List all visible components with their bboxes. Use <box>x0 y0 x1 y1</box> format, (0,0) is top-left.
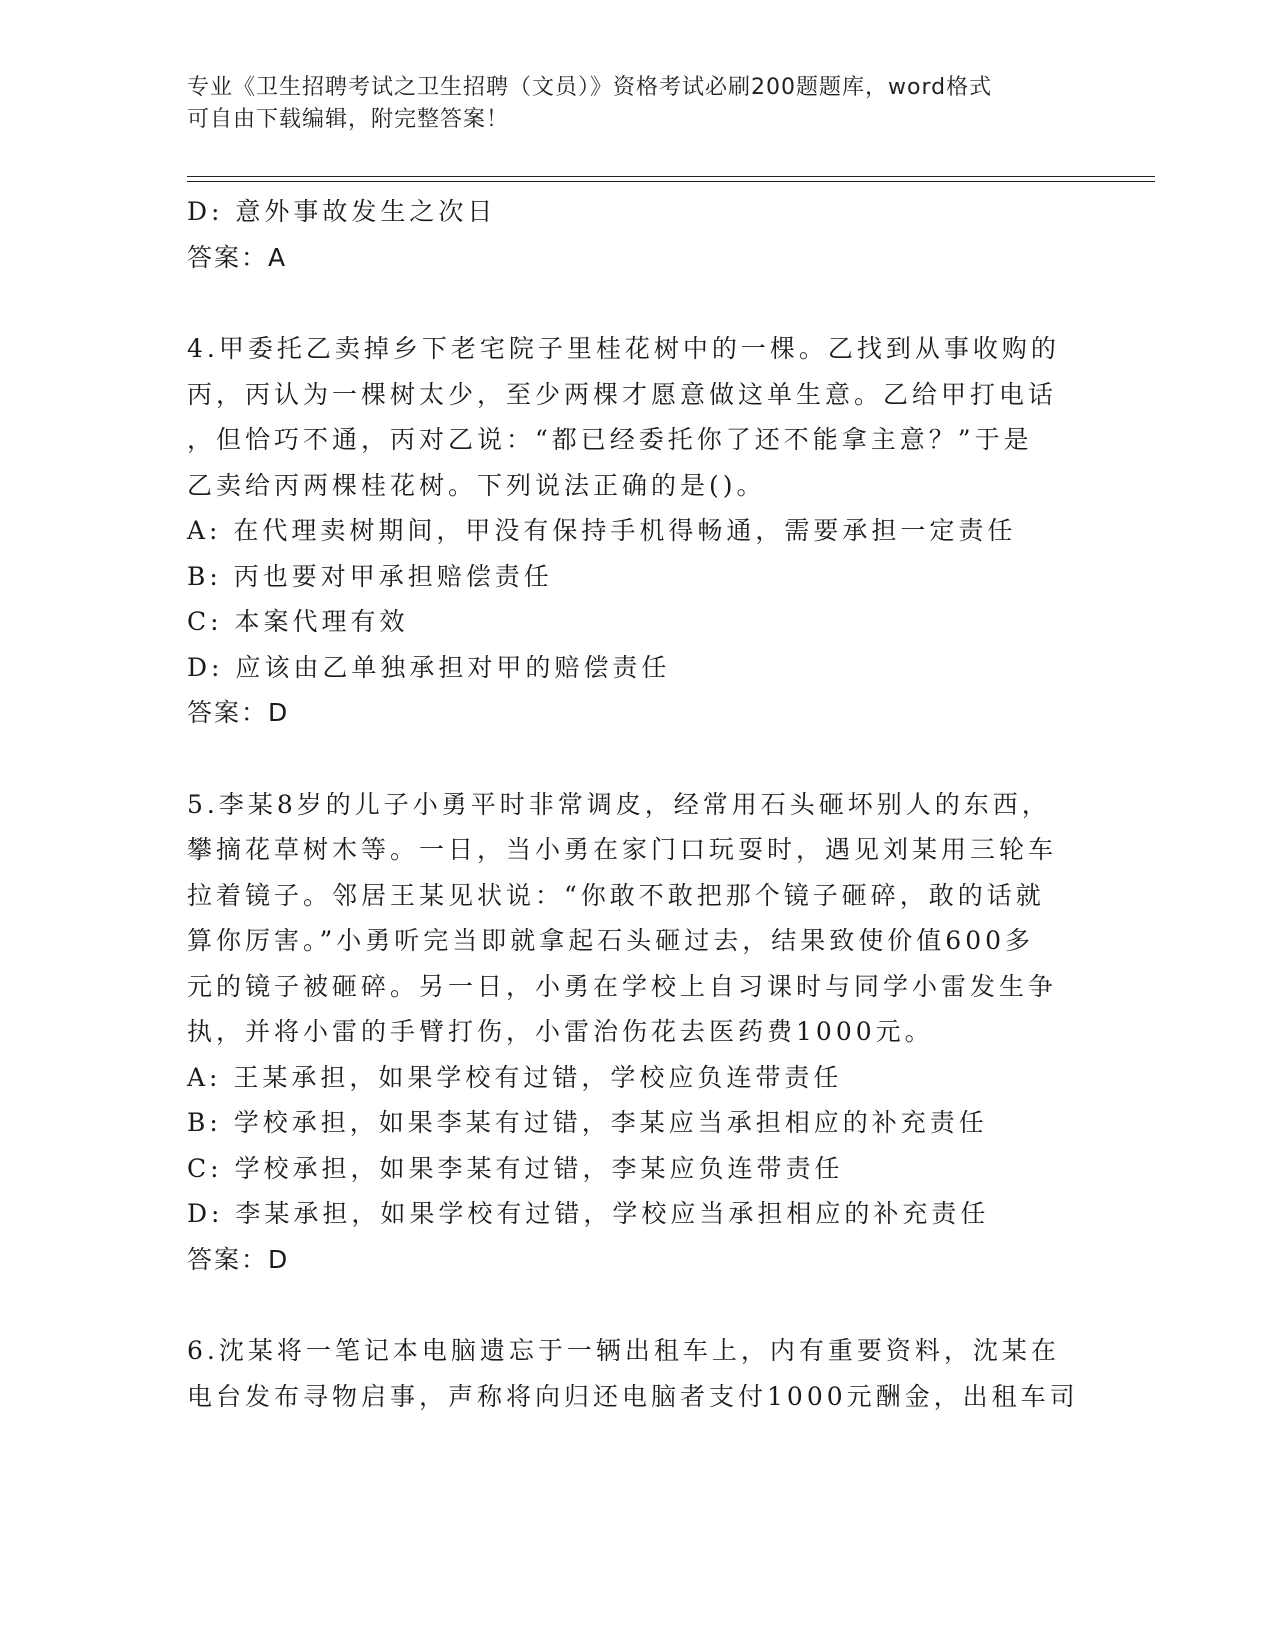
answer-line: 答案：A <box>187 242 288 272</box>
option-a: A: 王某承担，如果学校有过错，学校应负连带责任 <box>187 1062 843 1092</box>
question-text-line: 电台发布寻物启事，声称将向归还电脑者支付1000元酬金，出租车司 <box>187 1381 1079 1411</box>
question-6 <box>187 1328 1087 1419</box>
option-c: C: 本案代理有效 <box>187 607 409 636</box>
option-d: D: 意外事故发生之次日 <box>187 197 497 226</box>
header-line-2: 可自由下载编辑，附完整答案！ <box>187 107 510 132</box>
spacer <box>187 280 1087 326</box>
question-text-line: 算你厉害。”小勇听完当即就拿起石头砸过去，结果致使价值600多 <box>187 926 1035 955</box>
question-text-line: 4.甲委托乙卖掉乡下老宅院子里桂花树中的一棵。乙找到从事收购的 <box>187 334 1060 363</box>
option-c: C: 学校承担，如果李某有过错，李某应负连带责任 <box>187 1153 844 1183</box>
spacer <box>187 1282 1087 1328</box>
answer-line: 答案：D <box>187 1244 290 1274</box>
document-header <box>187 72 1087 136</box>
option-b: B: 丙也要对甲承担赔偿责任 <box>187 561 553 591</box>
document-body <box>187 189 1087 1419</box>
question-text-line: 5.李某8岁的儿子小勇平时非常调皮，经常用石头砸坏别人的东西， <box>187 789 1051 819</box>
option-d: D: 应该由乙单独承担对甲的赔偿责任 <box>187 652 671 682</box>
option-d: D: 李某承担，如果学校有过错，学校应当承担相应的补充责任 <box>187 1199 990 1228</box>
question-text-line: 攀摘花草树木等。一日，当小勇在家门口玩耍时，遇见刘某用三轮车 <box>187 835 1058 864</box>
header-divider-bottom <box>187 181 1155 182</box>
question-text-line: 丙，丙认为一棵树太少，至少两棵才愿意做这单生意。乙给甲打电话 <box>187 379 1058 409</box>
spacer <box>187 736 1087 782</box>
question-text-line: 乙卖给丙两棵桂花树。下列说法正确的是()。 <box>187 470 766 500</box>
option-b: B: 学校承担，如果李某有过错，李某应当承担相应的补充责任 <box>187 1108 988 1137</box>
question-text-line: 6.沈某将一笔记本电脑遗忘于一辆出租车上，内有重要资料，沈某在 <box>187 1336 1060 1365</box>
question-text-line: 元的镜子被砸碎。另一日，小勇在学校上自习课时与同学小雷发生争 <box>187 971 1058 1001</box>
answer-line: 答案：D <box>187 698 290 727</box>
previous-question-tail <box>187 189 1087 280</box>
question-5 <box>187 782 1087 1283</box>
question-text-line: 执，并将小雷的手臂打伤，小雷治伤花去医药费1000元。 <box>187 1017 934 1046</box>
question-text-line: 拉着镜子。邻居王某见状说：“你敢不敢把那个镜子砸碎，敢的话就 <box>187 880 1045 910</box>
header-divider-top <box>187 176 1155 177</box>
header-line-1: 专业《卫生招聘考试之卫生招聘（文员）》资格考试必刷200题题库，word格式 <box>187 75 993 100</box>
question-4 <box>187 326 1087 736</box>
question-text-line: ，但恰巧不通，丙对乙说：“都已经委托你了还不能拿主意？”于是 <box>187 425 1033 454</box>
option-a: A: 在代理卖树期间，甲没有保持手机得畅通，需要承担一定责任 <box>187 516 1017 545</box>
